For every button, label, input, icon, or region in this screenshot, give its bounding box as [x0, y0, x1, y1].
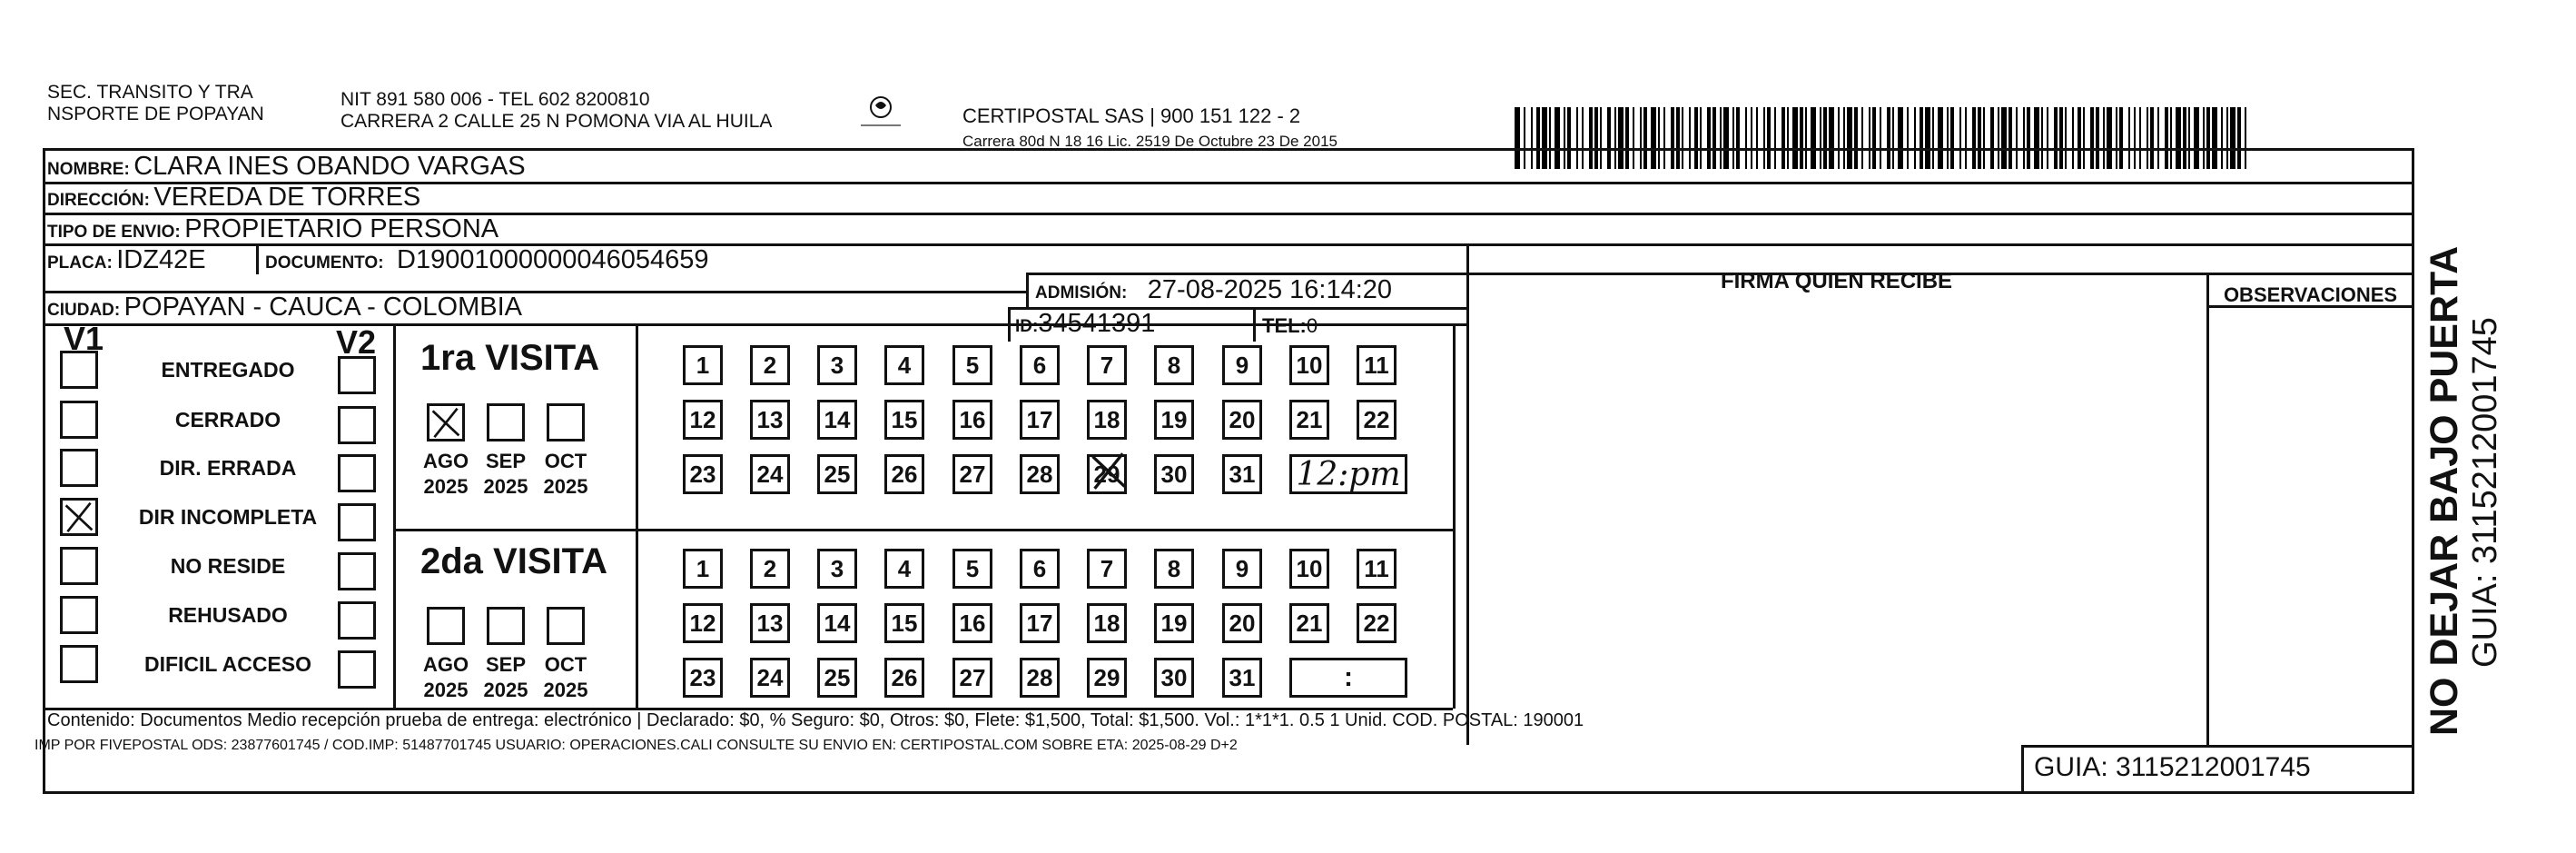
day-box[interactable]: 3 — [817, 549, 857, 589]
admision-value: 27-08-2025 16:14:20 — [1147, 275, 1393, 304]
day-box[interactable]: 11 — [1357, 345, 1397, 385]
firma-left-border — [1466, 243, 1469, 745]
direccion-row — [47, 183, 420, 213]
v2-checkbox[interactable] — [338, 406, 376, 444]
day-box[interactable]: 24 — [750, 454, 790, 494]
month-year: 2025 — [423, 679, 469, 701]
status-label: DIR INCOMPLETA — [138, 505, 318, 529]
v1-checkbox[interactable] — [60, 401, 98, 439]
day-box[interactable]: 18 — [1087, 400, 1127, 440]
v1-checkbox[interactable] — [60, 449, 98, 487]
day-box[interactable]: 14 — [817, 603, 857, 643]
month-name: AGO — [422, 653, 469, 676]
day-box[interactable]: 27 — [952, 454, 992, 494]
visit-divider — [636, 323, 638, 709]
day-box[interactable]: 12 — [683, 400, 723, 440]
observaciones-title: OBSERVACIONES — [2223, 283, 2398, 306]
sender-name-line2: NSPORTE DE POPAYAN — [47, 104, 264, 124]
placa-row — [47, 245, 206, 275]
ciudad-row — [47, 293, 522, 322]
month-year: 2025 — [423, 475, 469, 498]
day-box[interactable]: 25 — [817, 658, 857, 698]
documento-label: DOCUMENTO: — [265, 253, 384, 273]
placa-value: IDZ42E — [116, 245, 206, 274]
month-year: 2025 — [483, 475, 528, 498]
day-box[interactable]: 6 — [1020, 345, 1060, 385]
v1-checkbox[interactable] — [60, 498, 98, 536]
day-box[interactable]: 8 — [1154, 549, 1194, 589]
day-box[interactable]: 22 — [1357, 400, 1397, 440]
v2-checkbox[interactable] — [338, 650, 376, 689]
ciudad-value: POPAYAN - CAUCA - COLOMBIA — [123, 293, 522, 322]
day-box[interactable]: 2 — [750, 345, 790, 385]
admision-row — [1035, 275, 1392, 305]
sender-address: CARRERA 2 CALLE 25 N POMONA VIA AL HUILA — [341, 111, 773, 132]
day-box[interactable]: 23 — [683, 658, 723, 698]
day-box[interactable]: 5 — [952, 345, 992, 385]
footer-contenido: Contenido: Documentos Medio recepción prueba de entrega: electrónico | Declarado: $0, % Seguro: $0, Otros: $0, Flete: $1,500, Total: $1,500. Vol.: 1*1*1. 0.5 1 Unid. COD. POSTAL: 190001 — [47, 710, 1584, 730]
row-divider — [2206, 305, 2414, 308]
status-label: NO RESIDE — [170, 554, 286, 578]
day-box[interactable]: 14 — [817, 400, 857, 440]
placa-label: PLACA: — [47, 253, 113, 273]
obs-left-border — [2206, 273, 2209, 745]
month-checkbox[interactable] — [427, 607, 465, 645]
direccion-value: VEREDA DE TORRES — [153, 183, 421, 212]
day-box[interactable]: 31 — [1222, 454, 1262, 494]
v2-checkbox[interactable] — [338, 503, 376, 541]
month-name: AGO — [422, 450, 469, 472]
cell-divider — [1026, 273, 1029, 307]
v2-checkbox[interactable] — [338, 552, 376, 590]
v2-checkbox[interactable] — [338, 601, 376, 640]
day-box[interactable]: 7 — [1087, 549, 1127, 589]
id-value: 34541391 — [1038, 309, 1156, 338]
tipo-label: TIPO DE ENVIO: — [47, 223, 181, 242]
day-box[interactable]: 18 — [1087, 603, 1127, 643]
day-box[interactable]: 10 — [1289, 345, 1329, 385]
day-box[interactable]: 13 — [750, 603, 790, 643]
month-checkbox[interactable] — [487, 403, 525, 441]
day-box[interactable]: 31 — [1222, 658, 1262, 698]
certipostal-logo — [854, 94, 908, 133]
day-box[interactable]: 29 — [1087, 454, 1127, 494]
day-box[interactable]: 19 — [1154, 603, 1194, 643]
day-box[interactable]: 15 — [884, 400, 924, 440]
visit-right-border — [1453, 323, 1456, 709]
day-box[interactable]: 28 — [1020, 454, 1060, 494]
time-box[interactable]: 12:pm — [1289, 454, 1407, 494]
nombre-row — [47, 152, 526, 182]
day-box[interactable]: 4 — [884, 549, 924, 589]
courier-name: CERTIPOSTAL SAS | 900 151 122 - 2 — [962, 104, 1301, 127]
v2-checkbox[interactable] — [338, 356, 376, 394]
admision-label: ADMISIÓN: — [1035, 283, 1128, 303]
day-box[interactable]: 30 — [1154, 454, 1194, 494]
month-name: OCT — [544, 450, 587, 472]
month-checkbox[interactable] — [547, 403, 585, 441]
guia-number: GUIA: 3115212001745 — [2034, 752, 2311, 782]
v1-label: V1 — [64, 320, 104, 357]
day-box[interactable]: 13 — [750, 400, 790, 440]
day-box[interactable]: 25 — [817, 454, 857, 494]
status-label: DIFICIL ACCESO — [143, 652, 311, 676]
day-box[interactable]: 23 — [683, 454, 723, 494]
day-box[interactable]: 5 — [952, 549, 992, 589]
v2-checkbox[interactable] — [338, 454, 376, 492]
day-box[interactable]: 30 — [1154, 658, 1194, 698]
status-label: REHUSADO — [168, 603, 288, 627]
day-box[interactable]: 6 — [1020, 549, 1060, 589]
courier-license: Carrera 80d N 18 16 Lic. 2519 De Octubre 23 De 2015 — [962, 133, 1337, 150]
footer-imp: IMP POR FIVEPOSTAL ODS: 23877601745 / COD.IMP: 51487701745 USUARIO: OPERACIONES.CALI CONSULTE SU ENVIO EN: CERTIPOSTAL.COM SOBRE ETA: 2025-08-29 D+2 — [35, 738, 1238, 753]
day-box[interactable]: 21 — [1289, 400, 1329, 440]
month-checkbox[interactable] — [427, 403, 465, 441]
nombre-value: CLARA INES OBANDO VARGAS — [133, 152, 526, 181]
status-label: DIR. ERRADA — [159, 456, 297, 480]
day-box[interactable]: 7 — [1087, 345, 1127, 385]
id-label: ID: — [1015, 317, 1039, 336]
documento-row — [265, 245, 709, 275]
day-box[interactable]: 9 — [1222, 345, 1262, 385]
day-box[interactable]: 24 — [750, 658, 790, 698]
month-year: 2025 — [543, 679, 588, 701]
ciudad-label: CIUDAD: — [47, 301, 121, 320]
status-label: ENTREGADO — [161, 358, 295, 382]
day-box[interactable]: 26 — [884, 454, 924, 494]
visit-separator — [393, 529, 1453, 531]
day-box[interactable]: 16 — [952, 400, 992, 440]
day-box[interactable]: 19 — [1154, 400, 1194, 440]
documento-value: D19001000000046054659 — [397, 245, 709, 274]
v2-label: V2 — [336, 323, 377, 361]
month-checkbox[interactable] — [487, 607, 525, 645]
month-year: 2025 — [483, 679, 528, 701]
month-name: SEP — [485, 450, 527, 472]
day-box[interactable]: 17 — [1020, 603, 1060, 643]
day-check-mark — [1089, 451, 1129, 495]
status-divider — [393, 323, 396, 709]
day-box[interactable]: 3 — [817, 345, 857, 385]
row-divider — [43, 323, 1466, 326]
tel-row — [1262, 314, 1318, 338]
tel-value: 0 — [1306, 314, 1318, 337]
sender-nit-tel: NIT 891 580 006 - TEL 602 8200810 — [341, 89, 650, 110]
day-box[interactable]: 27 — [952, 658, 992, 698]
status-label: CERRADO — [174, 408, 281, 431]
day-box[interactable]: 20 — [1222, 400, 1262, 440]
day-box[interactable]: 1 — [683, 345, 723, 385]
direccion-label: DIRECCIÓN: — [47, 191, 150, 210]
day-box[interactable]: 20 — [1222, 603, 1262, 643]
day-box[interactable]: 16 — [952, 603, 992, 643]
visit-title: 1ra VISITA — [420, 338, 600, 378]
visit-title: 2da VISITA — [420, 541, 607, 581]
month-name: SEP — [485, 653, 527, 676]
month-year: 2025 — [543, 475, 588, 498]
day-box[interactable]: 4 — [884, 345, 924, 385]
day-box[interactable]: 9 — [1222, 549, 1262, 589]
v1-checkbox[interactable] — [60, 645, 98, 683]
day-box[interactable]: 11 — [1357, 549, 1397, 589]
day-box[interactable]: 22 — [1357, 603, 1397, 643]
v1-checkbox[interactable] — [60, 351, 98, 389]
cell-divider — [256, 243, 259, 274]
nombre-label: NOMBRE: — [47, 160, 130, 179]
month-name: OCT — [544, 653, 587, 676]
tipo-row — [47, 214, 498, 244]
row-divider — [1466, 273, 2414, 275]
day-box[interactable]: 1 — [683, 549, 723, 589]
side-warning: NO DEJAR BAJO PUERTA — [2423, 245, 2466, 736]
day-box[interactable]: 10 — [1289, 549, 1329, 589]
day-box[interactable]: 17 — [1020, 400, 1060, 440]
month-checkbox[interactable] — [547, 607, 585, 645]
day-box[interactable]: 12 — [683, 603, 723, 643]
day-box[interactable]: 8 — [1154, 345, 1194, 385]
day-box[interactable]: 21 — [1289, 603, 1329, 643]
tel-label: TEL: — [1262, 314, 1307, 337]
time-box[interactable]: : — [1289, 658, 1407, 698]
day-box[interactable]: 28 — [1020, 658, 1060, 698]
day-box[interactable]: 2 — [750, 549, 790, 589]
tipo-value: PROPIETARIO PERSONA — [184, 214, 499, 243]
day-box[interactable]: 26 — [884, 658, 924, 698]
day-box[interactable]: 15 — [884, 603, 924, 643]
sender-name-line1: SEC. TRANSITO Y TRA — [47, 82, 253, 103]
v1-checkbox[interactable] — [60, 547, 98, 585]
side-guia: GUIA: 3115212001745 — [2466, 317, 2504, 668]
firma-title: FIRMA QUIEN RECIBE — [1720, 269, 1953, 293]
v1-checkbox[interactable] — [60, 596, 98, 634]
day-box[interactable]: 29 — [1087, 658, 1127, 698]
